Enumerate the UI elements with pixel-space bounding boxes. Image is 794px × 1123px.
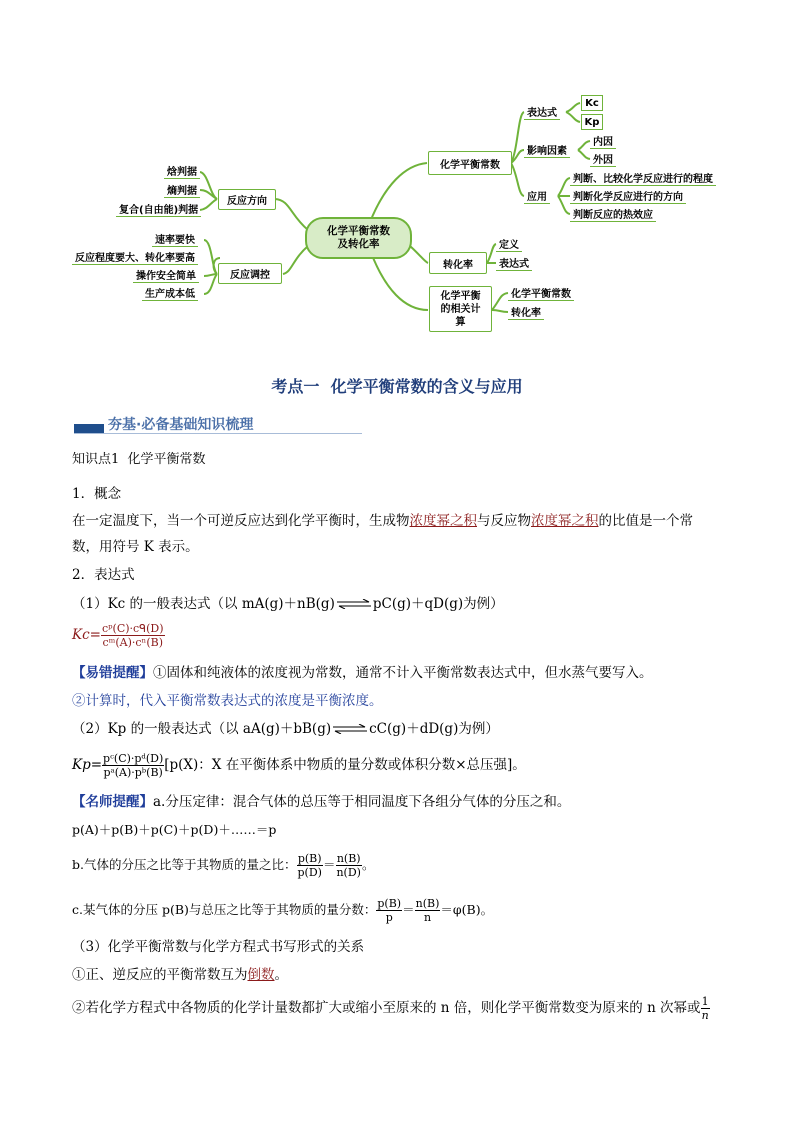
kc-formula: Kc= $\frac{\text{cᵖ(C)·cᑫ(D)}}{\text{cᵐ(A)·cⁿ(B)}}$ [72,622,164,649]
leaf-calc-constant: 化学平衡常数 [508,285,574,301]
node-factors: 影响因素 [524,142,570,158]
kc-fraction: $\frac{\text{cᵖ(C)·cᑫ(D)}}{\text{cᵐ(A)·cⁿ(B)}}$ [101,622,164,649]
ratio-line-c: c.某气体的分压 p(B)与总压之比等于其物质的量分数： $\frac{p(B)}{p}$ ＝ $\frac{n(B)}{n}$ ＝φ(B)。 [72,897,494,924]
leaf-judge-heat: 判断反应的热效应 [570,206,656,222]
heading-relation: （3）化学平衡常数与化学方程式书写形式的关系 [72,939,365,955]
branch-equilibrium-constant: 化学平衡常数 [428,151,512,175]
branch-calculation: 化学平衡 的相关计 算 [429,286,492,332]
ratio-line-b: b.气体的分压之比等于其物质的量之比： $\frac{p(B)}{p(D)}$ ＝ $\frac{n(B)}{n(D)}$ 。 [72,852,375,879]
leaf-kp: Kp [581,114,603,130]
kp-heading: （2）Kp 的一般表达式（以 aA(g)＋bB(g) cC(g)＋dD(g)为例） [72,719,499,740]
section-underline [74,433,362,434]
kc-heading: （1）Kc 的一般表达式（以 mA(g)＋nB(g) pC(g)＋qD(g)为例） [72,594,504,615]
knowledge-point-heading: 知识点1 化学平衡常数 [72,452,206,467]
tip-error-prone: 【易错提醒】①固体和纯液体的浓度视为常数，通常不计入平衡常数表达式中，但水蒸气要写入。 [72,665,653,681]
branch-conversion: 转化率 [429,252,487,274]
leaf-internal: 内因 [590,133,616,149]
reversible-arrow-icon [335,595,373,615]
heading-expression: 2．表达式 [72,567,135,583]
leaf-high-conversion: 反应程度要大、转化率要高 [72,249,198,265]
leaf-fast-rate: 速率要快 [152,231,198,247]
leaf-definition: 定义 [496,236,522,252]
leaf-enthalpy: 焓判据 [164,163,200,179]
partial-pressure-sum: p(A)＋p(B)＋p(C)＋p(D)＋……＝p [72,822,277,837]
leaf-judge-direction: 判断化学反应进行的方向 [570,188,686,204]
relation-power: ②若化学方程式中各物质的化学计量数都扩大或缩小至原来的 n 倍，则化学平衡常数变为原来的 n 次幂或 $\frac{1}{n}$ [72,995,709,1022]
section-header [74,412,362,434]
tip-teacher: 【名师提醒】a.分压定律：混合气体的总压等于相同温度下各组分气体的分压之和。 [72,794,571,810]
definition-line-2: 数，用符号 K 表示。 [72,539,199,555]
emphasis-product-conc: 浓度幂之积 [409,513,477,529]
leaf-safe-simple: 操作安全简单 [133,267,199,283]
kp-formula: Kp= $\frac{\text{pᶜ(C)·pᵈ(D)}}{\text{pᵃ(A)·pᵇ(B)}}$ [p(X)：X 在平衡体系中物质的量分数或体积分数×总压强]。 [72,752,526,779]
leaf-judge-degree: 判断、比较化学反应进行的程度 [570,170,716,186]
leaf-kc: Kc [581,95,603,111]
node-application: 应用 [524,188,550,204]
emphasis-reciprocal: 倒数 [247,967,275,983]
tip-equilibrium-conc: ②计算时，代入平衡常数表达式的浓度是平衡浓度。 [72,693,383,709]
leaf-low-cost: 生产成本低 [142,285,198,301]
branch-reaction-control: 反应调控 [218,263,282,284]
fraction-pb-p: $\frac{p(B)}{p}$ [377,897,402,924]
node-expression: 表达式 [524,104,560,120]
branch-reaction-direction: 反应方向 [218,189,276,210]
fraction-nb-n: $\frac{n(B)}{n}$ [415,897,440,924]
section-title: 夯基·必备基础知识梳理 [108,417,254,433]
page-title: 考点一 化学平衡常数的含义与应用 [271,377,523,396]
leaf-free-energy: 复合(自由能)判据 [116,201,201,217]
fraction-1-over-n: $\frac{1}{n}$ [701,995,709,1022]
emphasis-reactant-conc: 浓度幂之积 [531,513,599,529]
mindmap-center-label: 化学平衡常数及转化率 [327,225,390,250]
fraction-nb-nd: $\frac{n(B)}{n(D)}$ [336,852,361,879]
definition-line-1: 在一定温度下，当一个可逆反应达到化学平衡时，生成物浓度幂之积与反应物浓度幂之积的比值是一个常 [72,513,693,529]
leaf-entropy: 熵判据 [164,182,200,198]
leaf-conversion-expression: 表达式 [496,255,532,271]
heading-concept: 1．概念 [72,486,122,502]
leaf-external: 外因 [590,151,616,167]
section-bar-decoration [74,424,104,433]
fraction-pb-pd: $\frac{p(B)}{p(D)}$ [297,852,322,879]
kp-fraction: $\frac{\text{pᶜ(C)·pᵈ(D)}}{\text{pᵃ(A)·pᵇ(B)}}$ [103,752,164,779]
mindmap-center-node [305,217,412,259]
reversible-arrow-icon [331,720,369,740]
leaf-calc-conversion: 转化率 [508,304,544,320]
relation-reciprocal: ①正、逆反应的平衡常数互为倒数。 [72,967,288,983]
